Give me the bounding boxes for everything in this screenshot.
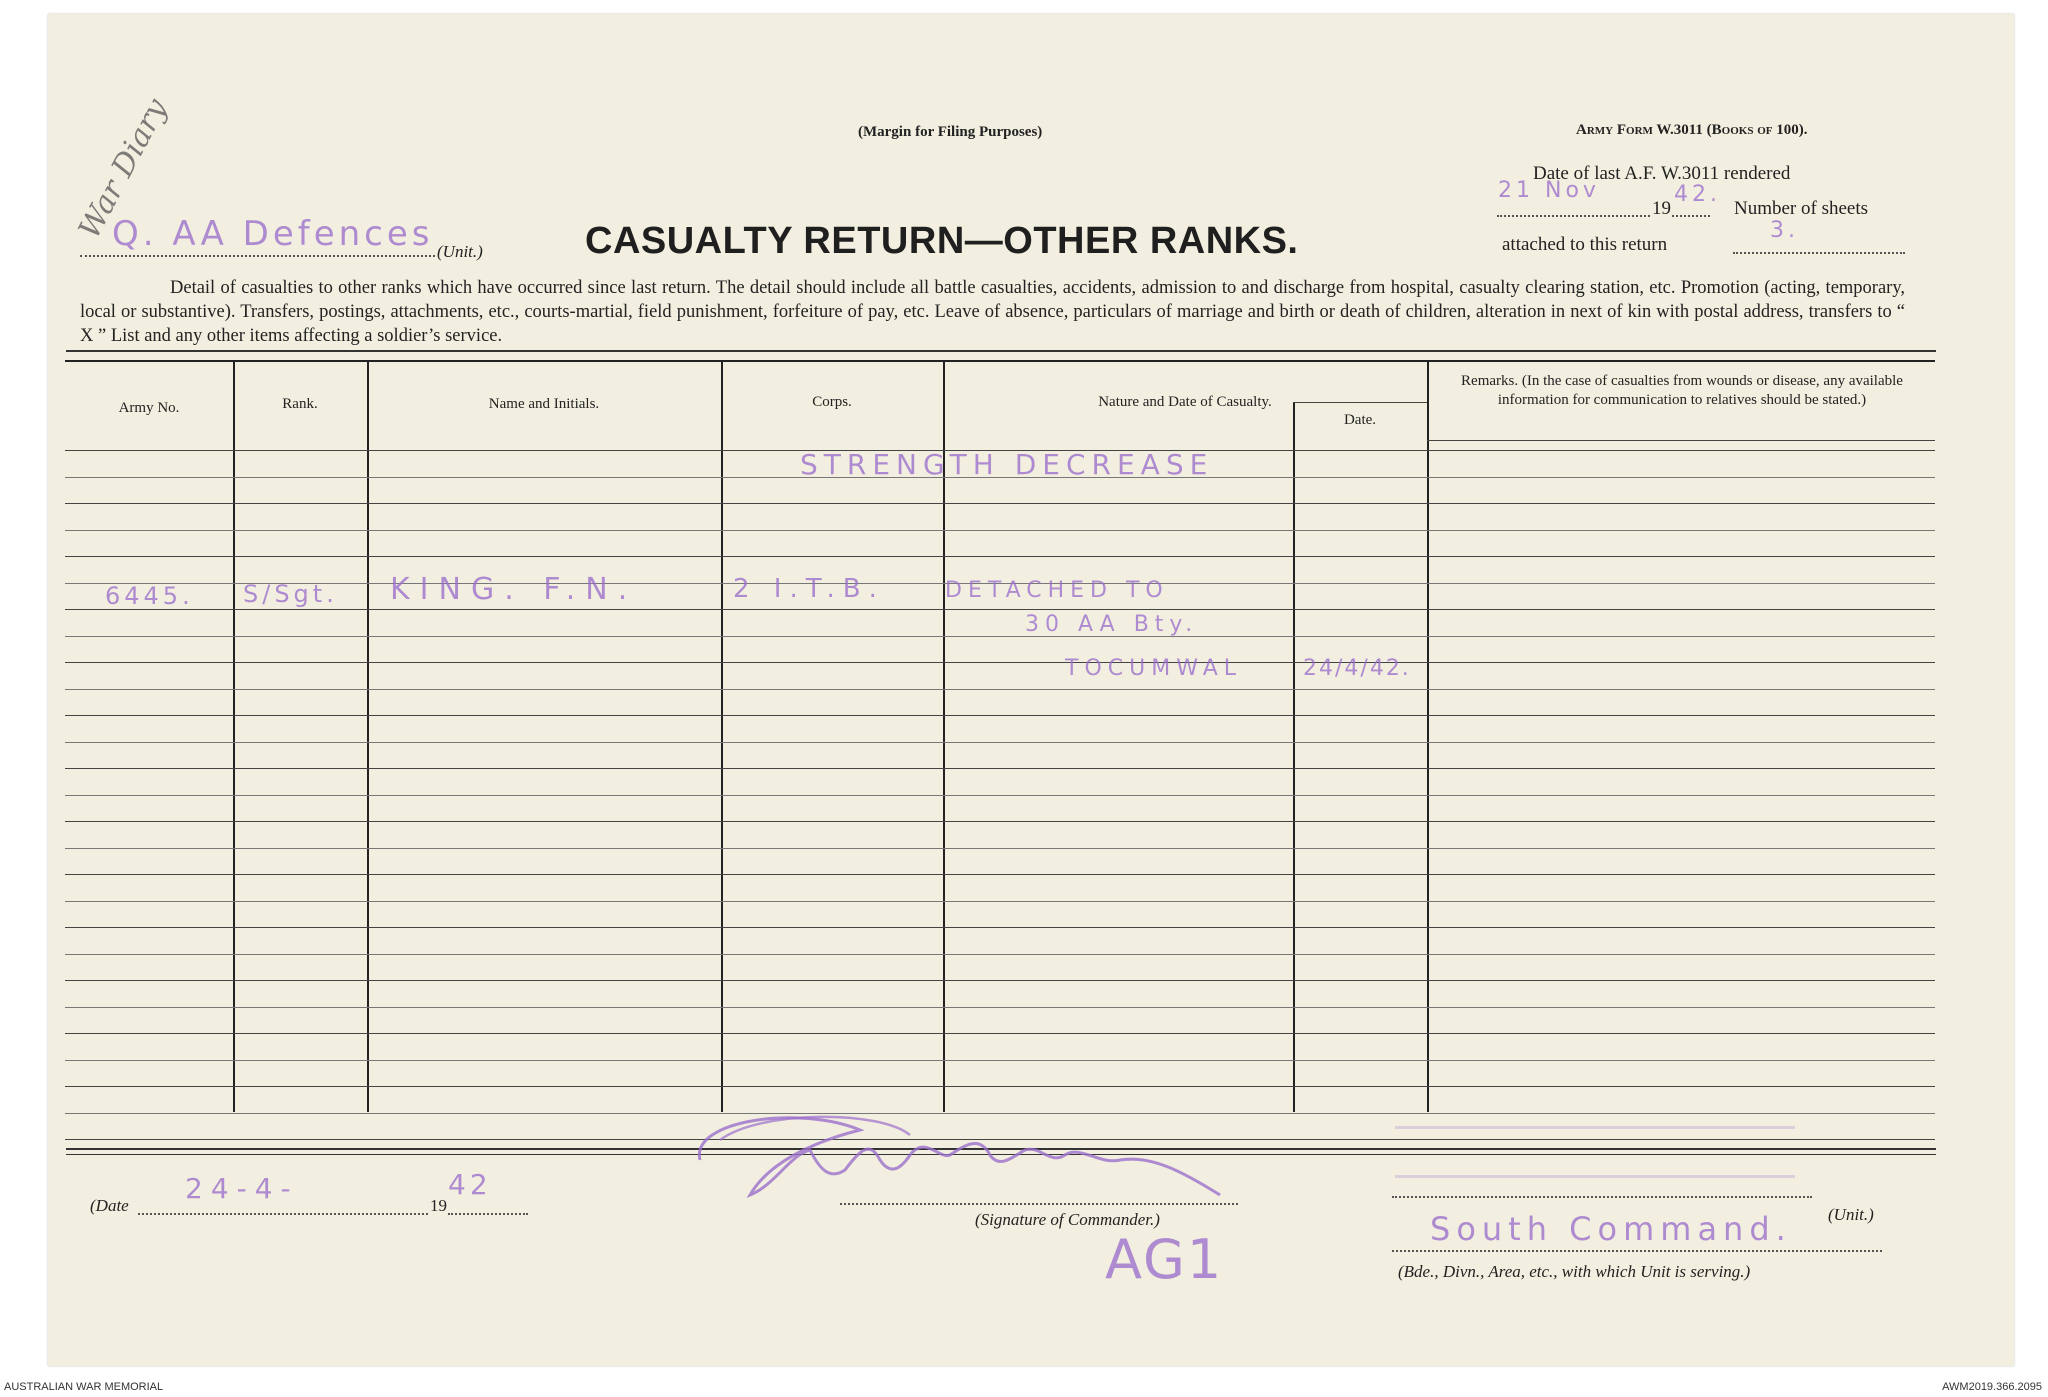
unit-line: [80, 255, 435, 257]
initials: AG1: [1105, 1228, 1224, 1291]
header-name: Name and Initials.: [488, 396, 600, 412]
date-label: (Date: [90, 1196, 129, 1215]
row-rule: [65, 1007, 1935, 1008]
row-rule: [65, 662, 1935, 663]
commander-signature: [680, 1100, 1240, 1210]
row-rule: [65, 636, 1935, 637]
date-last-rendered-value: 21 Nov: [1498, 178, 1600, 203]
intro-paragraph: Detail of casualties to other ranks which have occurred since last return. The detail should include all battle casualties, accidents, admission to and discharge from hospital, casualty clearing station, etc. Promotion (acting, temporary, local or substantive). Transfers, postings, attachments, etc., courts-martial, field punishment, forfeiture of pay, etc. Leave of absence, particulars of marriage and birth or death of children, alteration in next of kin with postal address, transfers to “ X ” List and any other items affecting a soldier’s service.: [80, 278, 1905, 346]
command-value: South Command.: [1430, 1210, 1792, 1248]
row-rule: [65, 503, 1935, 504]
date-line: [138, 1213, 428, 1215]
entry-nature-line2: 30 AA Bty.: [1025, 612, 1199, 637]
sheets-line: [1733, 252, 1905, 254]
casualty-table: [65, 360, 1935, 1112]
entry-nature-line1: DETACHED TO: [945, 578, 1169, 603]
row-rule: [65, 874, 1935, 875]
row-rule: [65, 821, 1935, 822]
intro-text: [80, 276, 1905, 348]
row-rule: [65, 715, 1935, 716]
header-date: Date.: [1343, 412, 1377, 428]
header-nature: Nature and Date of Casualty.: [1098, 394, 1272, 410]
form-number: Army Form W.3011 (Books of 100).: [1576, 122, 1808, 138]
row-rule: [65, 768, 1935, 769]
unit-stamp-line: [1392, 1196, 1812, 1198]
row-rule: [65, 901, 1935, 902]
col-line: [233, 360, 235, 1112]
year-line-top: [1672, 215, 1710, 217]
sheets-label: Number of sheets: [1734, 198, 1869, 219]
year-prefix-top: 19: [1652, 198, 1671, 219]
row-rule: [65, 980, 1935, 981]
entry-rank: S/Sgt.: [243, 580, 338, 608]
row-rule: [65, 954, 1935, 955]
unit-value: Q. AA Defences: [112, 214, 434, 254]
row-rule: [65, 927, 1935, 928]
col-line: [721, 360, 723, 1112]
row-rule: [65, 742, 1935, 743]
pencil-note: War Diary: [72, 93, 175, 245]
year-line-bottom: [448, 1213, 528, 1215]
header-corps: Corps.: [812, 394, 852, 410]
margin-note: (Margin for Filing Purposes): [858, 124, 1043, 140]
archive-label-right: AWM2019.366.2095: [1942, 1381, 2042, 1393]
entry-nature-line3: TOCUMWAL: [1065, 656, 1243, 681]
date-last-rendered-label: Date of last A.F. W.3011 rendered: [1533, 163, 1791, 184]
page-title: CASUALTY RETURN—OTHER RANKS.: [585, 220, 1299, 262]
year-value-top: 42.: [1674, 182, 1721, 207]
footer-unit-label: (Unit.): [1828, 1205, 1874, 1224]
entry-date: 24/4/42.: [1303, 656, 1411, 681]
attached-label: attached to this return: [1502, 234, 1668, 255]
row-rule: [65, 556, 1935, 557]
unit-label: (Unit.): [437, 242, 483, 261]
col-line: [1293, 402, 1295, 1112]
unit-stamp: [1395, 1126, 1795, 1178]
col-line: [367, 360, 369, 1112]
row-rule: [65, 1060, 1935, 1061]
command-line: [1392, 1250, 1882, 1252]
header-remarks: Remarks. (In the case of casualties from wounds or disease, any available information for communication to relatives should be stated.): [1461, 373, 1903, 408]
header-rank: Rank.: [282, 396, 318, 412]
row-rule: [65, 360, 1935, 362]
date-last-rendered-line: [1497, 215, 1650, 217]
row-rule: [65, 609, 1935, 610]
year-prefix-bottom: 19: [430, 1196, 447, 1215]
entry-heading: STRENGTH DECREASE: [800, 448, 1214, 481]
row-rule: [65, 848, 1935, 849]
col-line: [1427, 360, 1429, 1112]
year-value-bottom: 42: [448, 1168, 492, 1201]
entry-name: KING. F.N.: [390, 572, 638, 607]
row-rule: [65, 1086, 1935, 1087]
header-army-no: Army No.: [118, 400, 180, 416]
sheets-value: 3.: [1770, 218, 1799, 243]
entry-army-no: 6445.: [105, 582, 194, 610]
remarks-header-rule: [1427, 440, 1935, 441]
row-rule: [65, 689, 1935, 690]
archive-label-left: AUSTRALIAN WAR MEMORIAL: [4, 1381, 164, 1393]
intro-rule: [66, 350, 1936, 352]
signature-label: (Signature of Commander.): [975, 1210, 1160, 1229]
bde-label: (Bde., Divn., Area, etc., with which Unit is serving.): [1398, 1262, 1751, 1281]
row-rule: [65, 1033, 1935, 1034]
row-rule: [65, 530, 1935, 531]
row-rule: [65, 795, 1935, 796]
entry-corps: 2 I.T.B.: [733, 574, 885, 604]
date-value: 24-4-: [185, 1172, 299, 1205]
